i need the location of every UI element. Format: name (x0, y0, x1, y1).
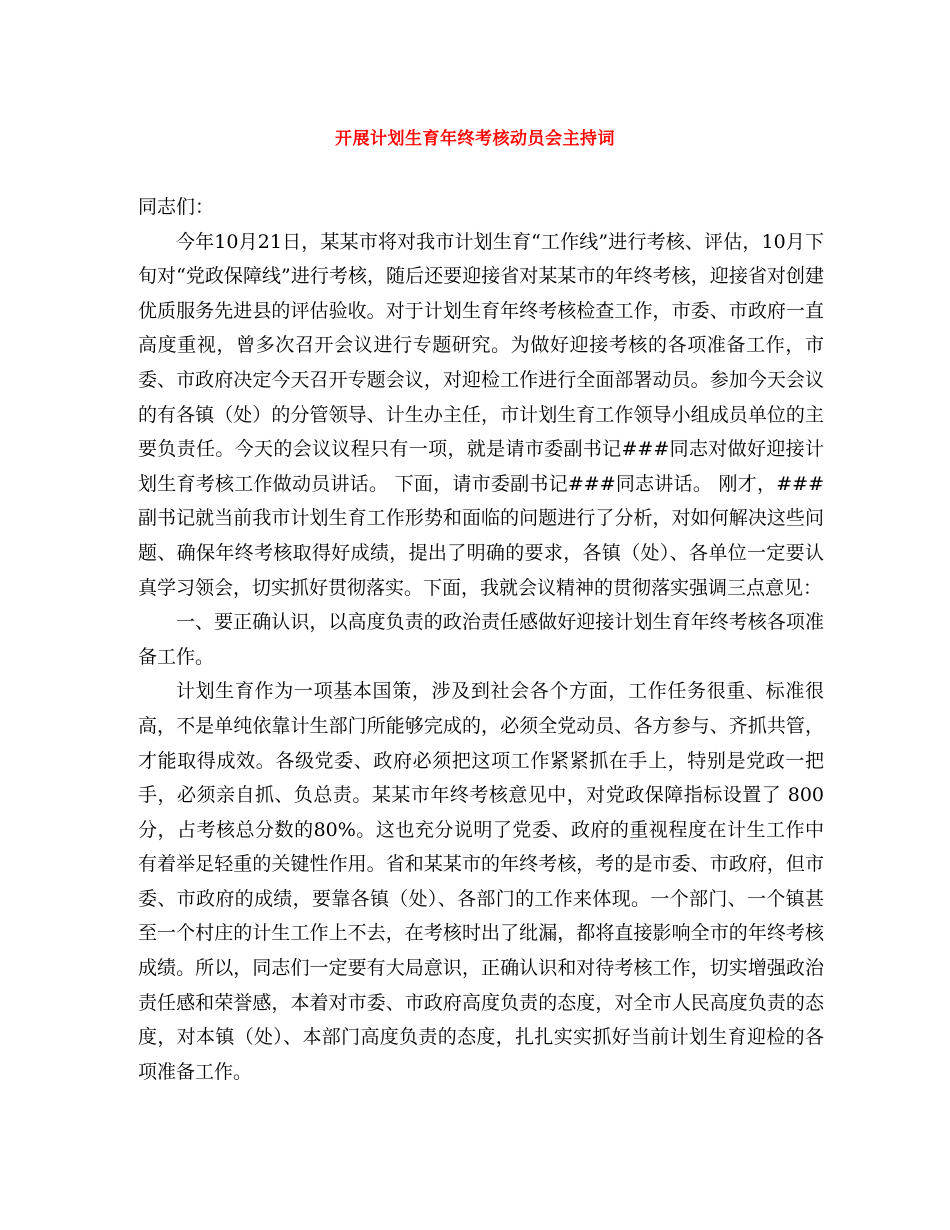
document-title: 开展计划生育年终考核动员会主持词 (335, 129, 615, 149)
document-body (138, 190, 824, 1089)
paragraph-opening: 今年10月21日，某某市将对我市计划生育“工作线”进行考核、评估，10月下旬对“党政保障线”进行考核，随后还要迎接省对某某市的年终考核，迎接省对创建优质服务先进县的评估验收。对于计划生育年终考核检查工作，市委、市政府一直高度重视，曾多次召开会议进行专题研究。为做好迎接考核的各项准备工作，市委、市政府决定今天召开专题会议，对迎检工作进行全面部署动员。参加今天会议的有各镇（处）的分管领导、计生办主任，市计划生育工作领导小组成员单位的主要负责任。今天的会议议程只有一项，就是请市委副书记###同志对做好迎接计划生育考核工作做动员讲话。 下面，请市委副书记###同志讲话。 刚才，###副书记就当前我市计划生育工作形势和面临的问题进行了分析，对如何解决这些问题、确保年终考核取得好成绩，提出了明确的要求，各镇（处）、各单位一定要认真学习领会，切实抓好贯彻落实。下面，我就会议精神的贯彻落实强调三点意见： (138, 230, 824, 599)
paragraph-point-one-body: 计划生育作为一项基本国策，涉及到社会各个方面，工作任务很重、标准很高，不是单纯依靠计生部门所能够完成的，必须全党动员、各方参与、齐抓共管，才能取得成效。各级党委、政府必须把这项工作紧紧抓在手上，特别是党政一把手，必须亲自抓、负总责。某某市年终考核意见中，对党政保障指标设置了 800分，占考核总分数的80%。这也充分说明了党委、政府的重视程度在计生工作中有着举足轻重的关键性作用。省和某某市的年终考核，考的是市委、市政府，但市委、市政府的成绩，要靠各镇（处）、各部门的工作来体现。一个部门、一个镇甚至一个村庄的计生工作上不去，在考核时出了纰漏，都将直接影响全市的年终考核成绩。所以，同志们一定要有大局意识，正确认识和对待考核工作，切实增强政治责任感和荣誉感，本着对市委、市政府高度负责的态度，对全市人民高度负责的态度，对本镇（处）、本部门高度负责的态度，扎扎实实抓好当前计划生育迎检的各项准备工作。 (138, 680, 824, 1083)
greeting: 同志们： (138, 196, 215, 218)
paragraph-point-one-heading: 一、要正确认识，以高度负责的政治责任感做好迎接计划生育年终考核各项准备工作。 (138, 611, 824, 668)
